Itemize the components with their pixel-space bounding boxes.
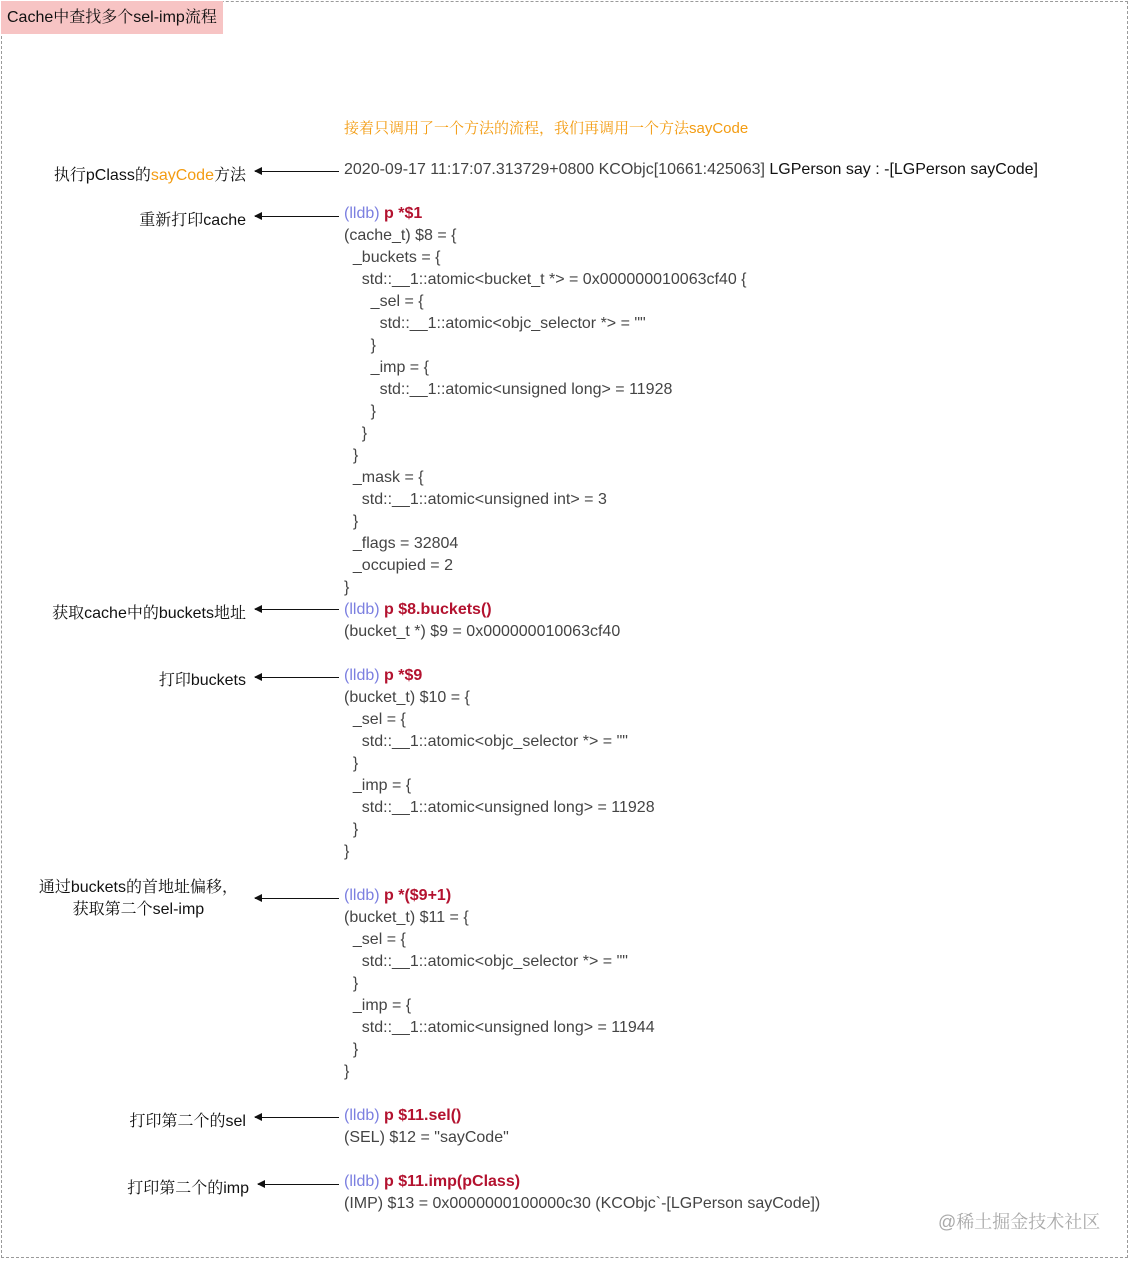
code-block-bucket1 <box>344 885 655 1083</box>
lldb-prompt: (lldb) <box>344 1107 380 1124</box>
output-line: } <box>344 403 377 420</box>
output-line: } <box>344 1063 350 1080</box>
output-line: (bucket_t) $10 = { <box>344 689 470 706</box>
lldb-command-line <box>344 1105 509 1127</box>
lldb-command: p $11.imp(pClass) <box>379 1173 521 1190</box>
lldb-command: p $11.sel() <box>379 1107 462 1124</box>
lldb-command-line <box>344 665 655 687</box>
log-message: LGPerson say : -[LGPerson sayCode] <box>764 161 1038 178</box>
flow-note: 接着只调用了一个方法的流程，我们再调用一个方法sayCode <box>344 120 749 137</box>
output-line: } <box>344 821 359 838</box>
lldb-prompt: (lldb) <box>344 887 380 904</box>
lldb-command: p *$1 <box>379 205 423 222</box>
code-block-cache <box>344 203 747 599</box>
code-block-buckets-addr <box>344 599 620 643</box>
output-line: (bucket_t) $11 = { <box>344 909 469 926</box>
output-line: _buckets = { <box>344 249 441 266</box>
lldb-prompt: (lldb) <box>344 205 380 222</box>
output-line: } <box>344 337 377 354</box>
label-offset <box>39 877 238 921</box>
output-line: (IMP) $13 = 0x0000000100000c30 (KCObjc`-[LGPerson sayCode]) <box>344 1195 821 1212</box>
output-line: std::__1::atomic<unsigned int> = 3 <box>344 491 607 508</box>
output-line: _sel = { <box>344 711 406 728</box>
label-line: 获取第二个sel-imp <box>72 901 205 918</box>
output-line: } <box>344 425 368 442</box>
output-line: std::__1::atomic<unsigned long> = 11928 <box>344 799 655 816</box>
output-line: std::__1::atomic<objc_selector *> = "" <box>344 733 628 750</box>
label-print-sel: 打印第二个的sel <box>129 1113 246 1130</box>
label-text: 方法 <box>213 167 246 184</box>
code-block-sel <box>344 1105 509 1149</box>
diagram-title: Cache中查找多个sel-imp流程 <box>1 1 223 34</box>
arrow-left-icon <box>258 1184 339 1185</box>
lldb-command-line <box>344 203 747 225</box>
output-line: _sel = { <box>344 293 424 310</box>
output-line: std::__1::atomic<bucket_t *> = 0x000000010063cf40 { <box>344 271 747 288</box>
label-highlight: sayCode <box>150 167 214 184</box>
output-line: _imp = { <box>344 359 429 376</box>
log-prefix: 2020-09-17 11:17:07.313729+0800 KCObjc[10661:425063] <box>344 161 765 178</box>
lldb-command-line <box>344 885 655 907</box>
output-line: } <box>344 755 359 772</box>
label-text: 执行pClass的 <box>53 167 151 184</box>
code-block-bucket0 <box>344 665 655 863</box>
arrow-left-icon <box>255 1117 339 1118</box>
output-line: _sel = { <box>344 931 406 948</box>
lldb-command-line <box>344 599 620 621</box>
output-line: _imp = { <box>344 777 412 794</box>
output-line: (cache_t) $8 = { <box>344 227 457 244</box>
label-line: 通过buckets的首地址偏移， <box>38 879 238 896</box>
output-line: (bucket_t *) $9 = 0x000000010063cf40 <box>344 623 621 640</box>
output-line: } <box>344 579 350 596</box>
output-line: std::__1::atomic<objc_selector *> = "" <box>344 315 646 332</box>
output-line: _flags = 32804 <box>344 535 459 552</box>
output-line: std::__1::atomic<objc_selector *> = "" <box>344 953 628 970</box>
label-print-buckets: 打印buckets <box>158 672 246 689</box>
output-line: _mask = { <box>344 469 424 486</box>
lldb-prompt: (lldb) <box>344 667 380 684</box>
output-line: std::__1::atomic<unsigned long> = 11944 <box>344 1019 655 1036</box>
output-line: (SEL) $12 = "sayCode" <box>344 1129 509 1146</box>
arrow-left-icon <box>255 677 339 678</box>
arrow-left-icon <box>255 609 339 610</box>
output-line: _imp = { <box>344 997 412 1014</box>
lldb-prompt: (lldb) <box>344 601 380 618</box>
output-line: } <box>344 513 359 530</box>
label-print-imp: 打印第二个的imp <box>127 1180 249 1197</box>
watermark: @稀土掘金技术社区 <box>938 1212 1101 1232</box>
label-get-buckets: 获取cache中的buckets地址 <box>52 605 246 622</box>
arrow-left-icon <box>255 171 339 172</box>
arrow-left-icon <box>255 216 339 217</box>
arrow-left-icon <box>255 898 339 899</box>
output-line: _occupied = 2 <box>344 557 453 574</box>
lldb-command: p *($9+1) <box>379 887 452 904</box>
lldb-command: p *$9 <box>379 667 423 684</box>
label-exec-saycode <box>54 162 246 185</box>
console-log-line <box>344 159 1038 181</box>
lldb-command: p $8.buckets() <box>379 601 492 618</box>
output-line: } <box>344 975 359 992</box>
output-line: } <box>344 447 359 464</box>
output-line: } <box>344 843 350 860</box>
lldb-prompt: (lldb) <box>344 1173 380 1190</box>
label-reprint-cache: 重新打印cache <box>139 212 246 229</box>
code-block-imp <box>344 1171 820 1215</box>
output-line: std::__1::atomic<unsigned long> = 11928 <box>344 381 673 398</box>
output-line: } <box>344 1041 359 1058</box>
lldb-command-line <box>344 1171 820 1193</box>
